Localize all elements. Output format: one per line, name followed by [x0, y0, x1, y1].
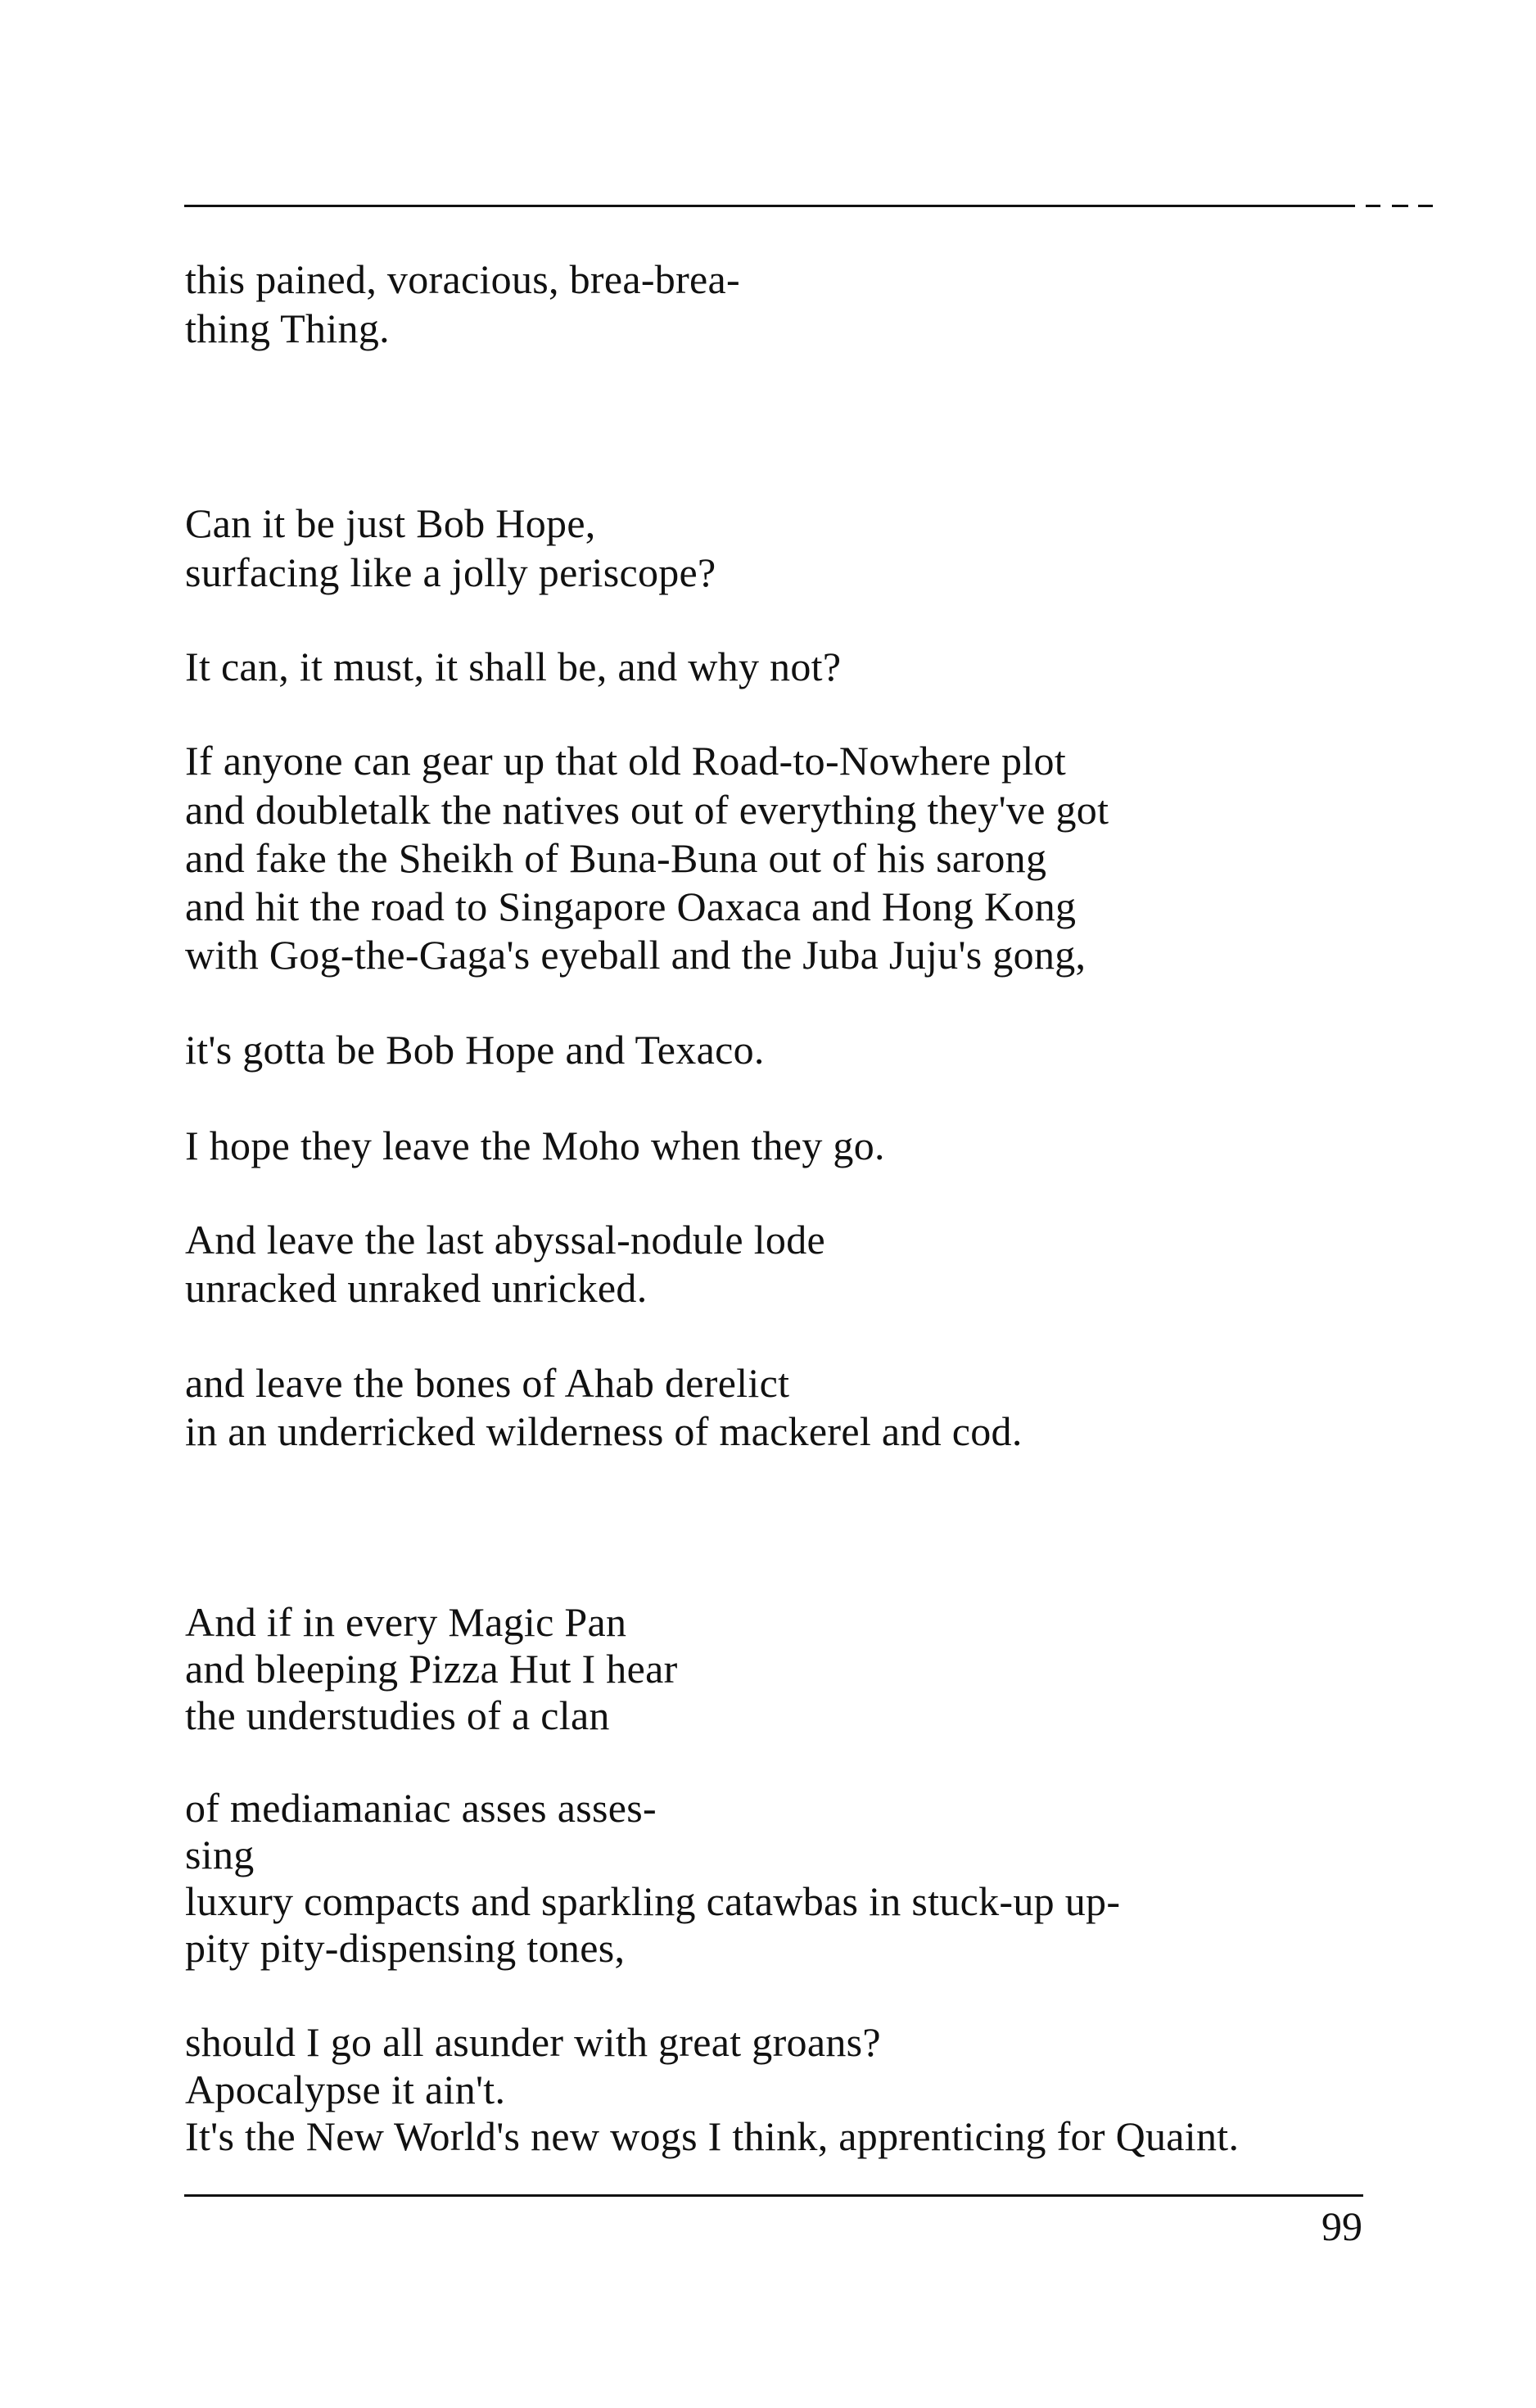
bottom-rule — [184, 2194, 1363, 2197]
poem-line: I hope they leave the Moho when they go. — [185, 1123, 885, 1168]
poem-line: Can it be just Bob Hope, — [185, 500, 596, 546]
poem-line: luxury compacts and sparkling catawbas in stuck-up up- — [185, 1878, 1121, 1924]
top-rule-dash — [1366, 205, 1380, 207]
poem-line: Apocalypse it ain't. — [185, 2067, 506, 2112]
poem-line: It's the New World's new wogs I think, apprenticing for Quaint. — [185, 2113, 1240, 2159]
poem-line: it's gotta be Bob Hope and Texaco. — [185, 1027, 765, 1073]
top-rule — [184, 205, 1355, 207]
poem-line: this pained, voracious, brea-brea- — [185, 256, 740, 302]
poem-line: sing — [185, 1832, 255, 1877]
poem-line: And leave the last abyssal-nodule lode — [185, 1217, 826, 1263]
poem-line: of mediamaniac asses asses- — [185, 1785, 657, 1831]
top-rule-dash — [1418, 205, 1433, 207]
poem-line: And if in every Magic Pan — [185, 1599, 627, 1645]
poem-line: with Gog-the-Gaga's eyeball and the Juba Juju's gong, — [185, 932, 1086, 978]
poem-line: thing Thing. — [185, 305, 390, 351]
poem-line: It can, it must, it shall be, and why not? — [185, 644, 842, 689]
poem-line: and doubletalk the natives out of everything they've got — [185, 787, 1109, 833]
poem-line: the understudies of a clan — [185, 1692, 610, 1738]
poem-line: in an underricked wilderness of mackerel and cod. — [185, 1408, 1023, 1454]
poem-line: and bleeping Pizza Hut I hear — [185, 1646, 678, 1692]
poem-line: If anyone can gear up that old Road-to-Nowhere plot — [185, 738, 1067, 784]
top-rule-dash — [1392, 205, 1408, 207]
page-number: 99 — [1321, 2203, 1362, 2249]
poem-line: and hit the road to Singapore Oaxaca and Hong Kong — [185, 883, 1077, 929]
poem-line: surfacing like a jolly periscope? — [185, 549, 716, 595]
poem-line: and leave the bones of Ahab derelict — [185, 1360, 790, 1406]
poem-line: and fake the Sheikh of Buna-Buna out of his sarong — [185, 835, 1047, 881]
poem-line: pity pity-dispensing tones, — [185, 1925, 626, 1971]
poem-line: should I go all asunder with great groans? — [185, 2019, 881, 2065]
poem-line: unracked unraked unricked. — [185, 1265, 648, 1311]
